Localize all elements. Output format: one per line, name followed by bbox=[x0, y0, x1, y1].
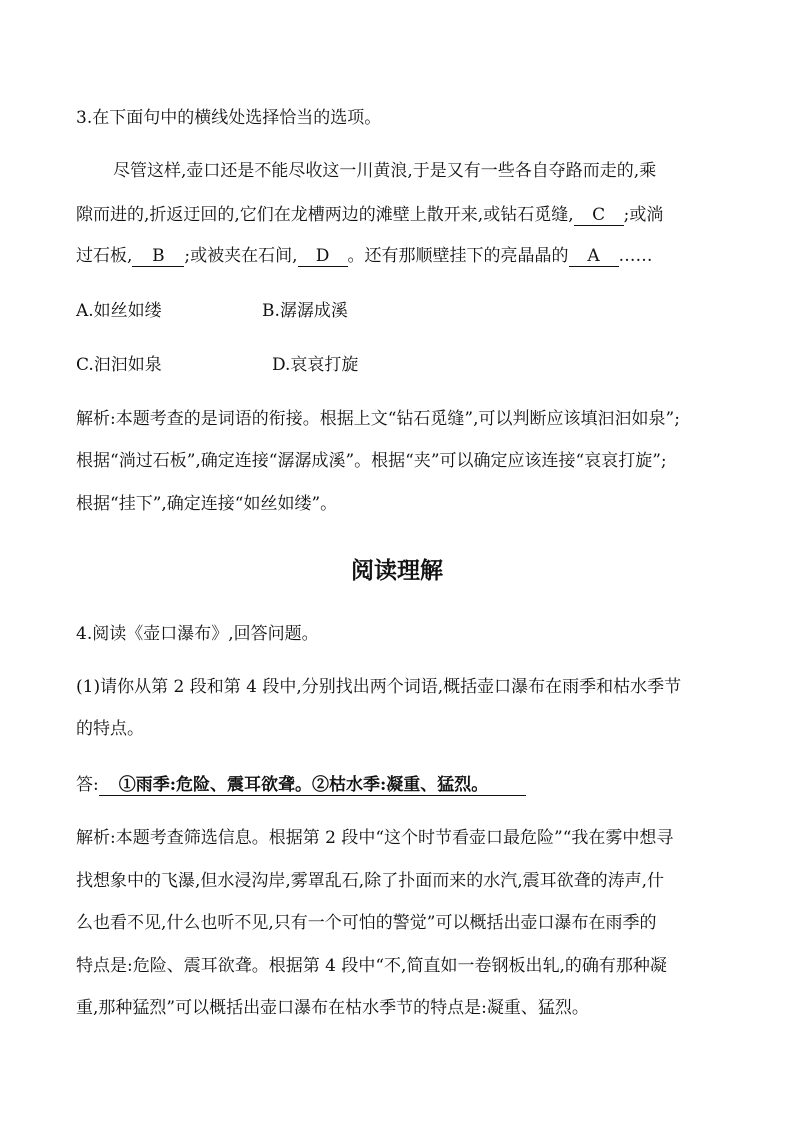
passage-text: ;或被夹在石间, bbox=[184, 246, 298, 266]
q4-analysis-line-5: 重,那种猛烈”可以概括出壶口瀑布在枯水季节的特点是:凝重、猛烈。 bbox=[76, 998, 589, 1018]
option-a: A.如丝如缕 bbox=[76, 301, 162, 321]
q3-analysis-line-1: 解析:本题考查的是词语的衔接。根据上文“钻石觅缝”,可以判断应该填汩汩如泉”; bbox=[76, 409, 680, 429]
option-c: C.汩汩如泉 bbox=[76, 355, 162, 375]
passage-text: 。还有那顺壁挂下的亮晶晶的 bbox=[347, 246, 569, 266]
q4-answer-line bbox=[76, 774, 526, 796]
answer-text: ①雨季:危险、震耳欲聋。②枯水季:凝重、猛烈。 bbox=[99, 775, 527, 796]
passage-text: …… bbox=[618, 246, 653, 266]
q4-sub1-line-2: 的特点。 bbox=[76, 719, 144, 739]
q3-passage-line-2 bbox=[76, 204, 663, 226]
q3-passage-line-1: 尽管这样,壶口还是不能尽收这一川黄浪,于是又有一些各自夺路而走的,乘 bbox=[113, 161, 657, 181]
q3-analysis-line-2: 根据“淌过石板”,确定连接“潺潺成溪”。根据“夹”可以确定应该连接“哀哀打旋”; bbox=[76, 451, 667, 471]
q4-analysis-line-2: 找想象中的飞瀑,但水浸沟岸,雾罩乱石,除了扑面而来的水汽,震耳欲聋的涛声,什 bbox=[76, 871, 665, 891]
blank-2: B bbox=[132, 246, 184, 267]
option-d: D.哀哀打旋 bbox=[272, 355, 359, 375]
q4-analysis-line-1: 解析:本题考查筛选信息。根据第 2 段中“这个时节看壶口最危险”“我在雾中想寻 bbox=[76, 828, 674, 848]
q4-analysis-line-3: 么也看不见,什么也听不见,只有一个可怕的警觉”可以概括出壶口瀑布在雨季的 bbox=[76, 913, 657, 933]
answer-label: 答: bbox=[76, 775, 99, 795]
passage-text: 过石板, bbox=[76, 246, 133, 266]
q3-analysis-line-3: 根据“挂下”,确定连接“如丝如缕”。 bbox=[76, 494, 338, 514]
blank-1: C bbox=[574, 205, 624, 226]
q4-title: 4.阅读《壶口瀑布》,回答问题。 bbox=[76, 624, 319, 644]
q3-title: 3.在下面句中的横线处选择恰当的选项。 bbox=[76, 108, 382, 128]
q4-sub1-line-1: (1)请你从第 2 段和第 4 段中,分别找出两个词语,概括壶口瀑布在雨季和枯水季节 bbox=[76, 677, 682, 697]
q3-passage-line-3 bbox=[76, 245, 653, 267]
blank-3: D bbox=[298, 246, 348, 267]
q4-analysis-line-4: 特点是:危险、震耳欲聋。根据第 4 段中“不,简直如一卷钢板出轧,的确有那种凝 bbox=[76, 956, 667, 976]
section-heading: 阅读理解 bbox=[351, 558, 443, 584]
passage-text: ;或淌 bbox=[623, 205, 664, 225]
blank-4: A bbox=[569, 246, 619, 267]
option-b: B.潺潺成溪 bbox=[262, 301, 348, 321]
passage-text: 隙而进的,折返迂回的,它们在龙槽两边的滩壁上散开来,或钻石觅缝, bbox=[76, 205, 574, 225]
